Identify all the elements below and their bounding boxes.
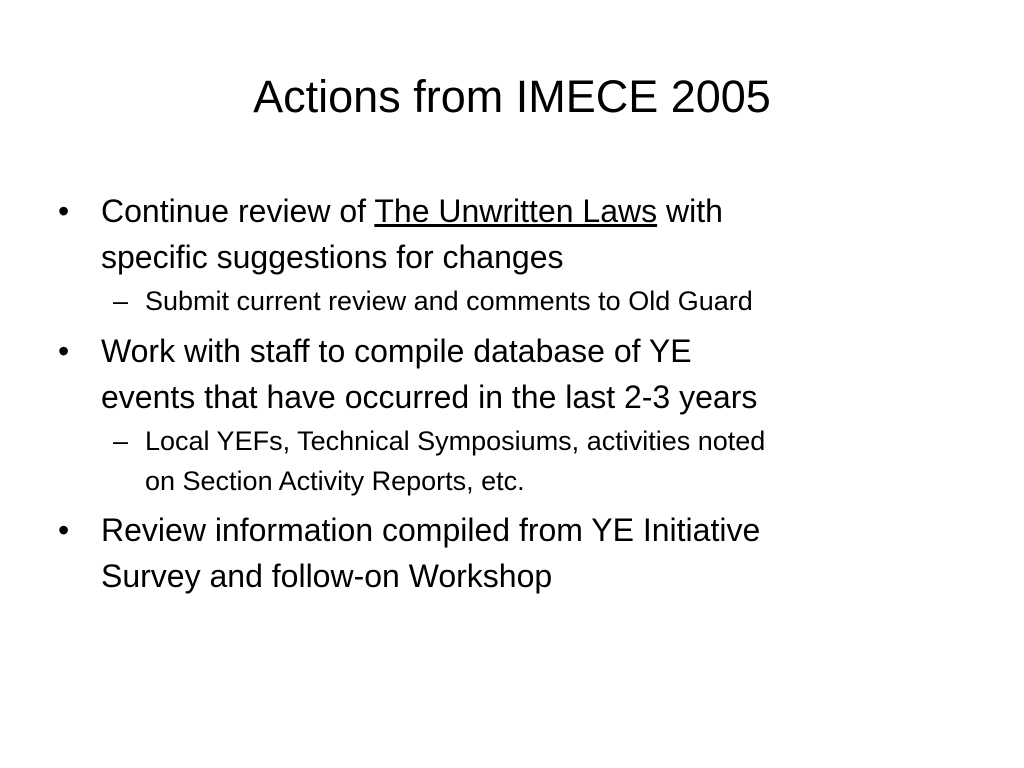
bullet-2-line-1: Work with staff to compile database of YE bbox=[101, 333, 692, 369]
bullet-1-text-after: with bbox=[657, 193, 723, 229]
bullet-3-line-1: Review information compiled from YE Initiative bbox=[101, 512, 761, 548]
bullet-2-line-2: events that have occurred in the last 2-3 years bbox=[101, 379, 758, 415]
slide-title: Actions from IMECE 2005 bbox=[253, 71, 771, 122]
bullet-3-line-2: Survey and follow-on Workshop bbox=[101, 558, 553, 594]
sub-bullet-marker: – bbox=[113, 426, 129, 456]
bullet-2 bbox=[58, 328, 958, 420]
bullet-1 bbox=[58, 188, 958, 280]
bullet-1-line-2: specific suggestions for changes bbox=[101, 239, 564, 275]
sub-bullet-2-1 bbox=[58, 421, 958, 501]
bullet-1-text-before: Continue review of bbox=[101, 193, 375, 229]
bullet-marker: • bbox=[58, 333, 70, 369]
bullet-marker: • bbox=[58, 512, 70, 548]
slide-body bbox=[58, 188, 958, 599]
sub-bullet-2-1-line-1: Local YEFs, Technical Symposiums, activities noted bbox=[145, 426, 766, 456]
bullet-3 bbox=[58, 507, 958, 599]
sub-bullet-marker: – bbox=[113, 286, 129, 316]
sub-bullet-2-1-line-2: on Section Activity Reports, etc. bbox=[145, 466, 525, 496]
bullet-marker: • bbox=[58, 193, 70, 229]
unwritten-laws-link[interactable]: The Unwritten Laws bbox=[374, 193, 658, 229]
sub-bullet-1-1-text: Submit current review and comments to Old Guard bbox=[145, 286, 753, 316]
sub-bullet-1-1 bbox=[58, 281, 958, 321]
